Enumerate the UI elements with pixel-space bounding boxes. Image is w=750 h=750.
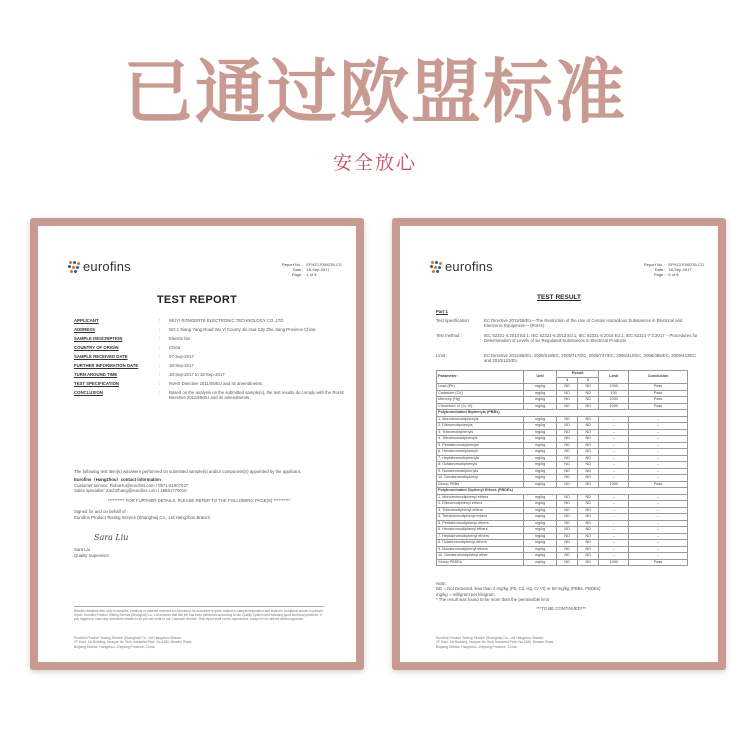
note-line: mg/kg = milligram per kilogram [436, 591, 495, 597]
table-cell: ND [557, 527, 578, 534]
table-cell: -- [629, 546, 688, 553]
table-cell: ND [557, 559, 578, 566]
table-cell: ND [557, 514, 578, 521]
table-cell: -- [599, 540, 629, 547]
table-cell: -- [629, 423, 688, 430]
table-cell: mg/kg [524, 553, 557, 560]
table-cell: mg/kg [524, 520, 557, 527]
table-cell: ND [578, 559, 599, 566]
method-label: Test method : [436, 333, 462, 338]
table-cell: ND [578, 527, 599, 534]
field-colon: : [159, 335, 161, 341]
footer-line: Eurofins Product Testing Service (Shanghai) Co., Ltd Hangzhou Branch [74, 636, 182, 640]
table-cell: mg/kg [524, 527, 557, 534]
table-cell: 1000 [599, 559, 629, 566]
field-colon: : [159, 344, 161, 350]
right-report-frame [392, 218, 726, 670]
table-cell: mg/kg [524, 468, 557, 475]
table-cell: -- [599, 553, 629, 560]
report-field [74, 354, 344, 359]
right-footer [436, 636, 686, 649]
field-value: Based on the analysis on the submitted sample(s), the test results do comply with the RoHS Directive 2011/65/EU and its amendments. [169, 389, 344, 400]
field-colon: : [159, 362, 161, 368]
report-fields [74, 318, 344, 404]
right-report-document [400, 226, 718, 662]
col-unit: Unit [524, 371, 557, 384]
field-value: 18-Sep-2017 [169, 362, 194, 368]
table-cell: -- [629, 494, 688, 501]
table-cell: ND [578, 390, 599, 397]
table-group-heading: Polybrominated Biphenyls (PBBs) [437, 410, 688, 417]
table-cell: ND [578, 468, 599, 475]
spec-value: EC Directive 2011/65/EU—The Restriction of the Use of Certain Hazardous Substances in Electrical and Electronic Equipment— (RoHS) [484, 318, 683, 329]
table-cell: 3. Tribromodiphenyl ethers [437, 507, 524, 514]
table-cell: -- [599, 462, 629, 469]
col-result-1: 1 [557, 377, 578, 384]
table-cell: -- [629, 455, 688, 462]
note-line: * The result was found to be more than the permissible limit [436, 597, 549, 603]
table-cell: ND [557, 546, 578, 553]
banner-headline: 已通过欧盟标准 [123, 51, 627, 133]
table-cell: 5. Pentabromodiphenyl ethers [437, 520, 524, 527]
field-key: SAMPLE DESCRIPTION [74, 335, 123, 341]
table-group-heading: Polybrominated Diphenyl Ethers (PBDEs) [437, 488, 688, 495]
customer-service: Customer service: RoboHu@eurofins.com / 0571-81907027 [74, 482, 189, 488]
field-key: CONCLUSION [74, 389, 103, 395]
table-cell: ND [557, 384, 578, 391]
table-cell: ND [557, 475, 578, 482]
to-be-continued: ***TO BE CONTINUED*** [536, 606, 586, 611]
table-cell: ND [557, 423, 578, 430]
table-cell: ND [557, 468, 578, 475]
table-cell: ND [578, 514, 599, 521]
table-cell: -- [599, 416, 629, 423]
table-cell: -- [629, 468, 688, 475]
right-eurofins-logo [430, 259, 493, 275]
report-page: 1 of 6 [306, 272, 317, 278]
table-cell: 5. Pentabromobiphenyls [437, 442, 524, 449]
field-key: SAMPLE RECEIVED DATE [74, 353, 128, 359]
left-footer [74, 636, 324, 649]
signed-line-2: Eurofins Product Testing Service (Shanghai) Co., Ltd Hangzhou Branch [74, 514, 211, 520]
report-field [74, 327, 344, 332]
result-notes [436, 581, 686, 602]
table-cell: -- [629, 514, 688, 521]
table-cell: -- [599, 468, 629, 475]
table-cell: mg/kg [524, 540, 557, 547]
table-cell: ND [557, 462, 578, 469]
signed-line-1: Signed for and on behalf of [74, 509, 126, 514]
table-cell: mg/kg [524, 559, 557, 566]
field-colon: : [159, 389, 161, 395]
table-cell: ND [557, 501, 578, 508]
table-cell: -- [629, 429, 688, 436]
table-cell: ND [578, 384, 599, 391]
right-report-meta [627, 262, 704, 278]
table-cell: ND [578, 455, 599, 462]
table-cell: -- [599, 514, 629, 521]
table-cell: ND [578, 416, 599, 423]
table-cell: -- [599, 507, 629, 514]
method-value: IEC 62321-4:2013 Ed.1, IEC 62321-5:2013 Ed.1, IEC 62321-6:2015 Ed.1, IEC 62321-7-2:2017 – Procedures for Determination of Levels of six Regulated Substances in Electrical Products [484, 333, 698, 344]
test-result-title: TEST RESULT [537, 294, 581, 301]
table-cell: -- [629, 416, 688, 423]
spec-label: Test specification: [436, 318, 470, 323]
table-cell: 1. Monobromodiphenyl ethers [437, 494, 524, 501]
further-details: ********** FOR FURTHER DETAILS, PLEASE REFER TO THE FOLLOWING PAGE(S) ********** [107, 498, 291, 503]
col-conclusion: Conclusion [629, 371, 688, 384]
table-cell: -- [599, 429, 629, 436]
signer-name: Sara Liu [74, 547, 91, 552]
banner-subheadline: 安全放心 [332, 152, 417, 174]
field-value: Electric fan [169, 335, 191, 341]
table-cell: mg/kg [524, 501, 557, 508]
table-cell: -- [629, 436, 688, 443]
fine-print: Results obtained refer only to samples, products or material received in Laboratory. Its document is given related to sample description and tested in conditions shown in present report. Eurofins Product Testing Service (Shanghai) Co., Ltd ensures that this job has been performed according to our Quality System and following good technical practices. If you happen to have any comments related to its you can write to our Customer Service. This report shall not be reproduced, except in full, without written approval. [74, 606, 324, 621]
table-cell: ND [557, 436, 578, 443]
col-limit: Limit [599, 371, 629, 384]
table-cell: mg/kg [524, 481, 557, 488]
table-cell: 9. Nonabromodiphenyl ethers [437, 546, 524, 553]
table-cell: mg/kg [524, 423, 557, 430]
limit-label: Limit : [436, 353, 448, 358]
field-colon: : [159, 380, 161, 386]
table-cell: mg/kg [524, 475, 557, 482]
table-cell: Group PBDEs [437, 559, 524, 566]
table-cell: mg/kg [524, 390, 557, 397]
col-result-2: 2 [578, 377, 599, 384]
table-cell: ND [578, 494, 599, 501]
left-report-paper [38, 226, 356, 662]
table-cell: ND [557, 494, 578, 501]
field-key: APPLICANT [74, 318, 99, 323]
table-cell: 1. Monobromobiphenyls [437, 416, 524, 423]
table-cell: mg/kg [524, 403, 557, 410]
table-row [437, 559, 688, 566]
performed-note: The following test item(s) was/were performed on submitted sample(s) and/or component(s) appointed by the applicant. [74, 469, 302, 474]
table-cell: ND [578, 507, 599, 514]
table-cell: ND [557, 442, 578, 449]
table-cell: 1000 [599, 481, 629, 488]
table-cell: -- [599, 527, 629, 534]
report-field [74, 345, 344, 350]
table-cell: 6. Hexabromobiphenyls [437, 449, 524, 456]
table-cell: ND [557, 449, 578, 456]
table-cell: 10. Decabromobiphenyl [437, 475, 524, 482]
eurofins-logo-icon [68, 261, 80, 273]
page-label: Page : [291, 272, 304, 278]
table-cell: Pass [629, 559, 688, 566]
table-cell: 10. Decabromodiphenyl ether [437, 553, 524, 560]
table-cell: mg/kg [524, 416, 557, 423]
table-cell: -- [599, 520, 629, 527]
table-cell: -- [629, 501, 688, 508]
table-cell: Pass [629, 384, 688, 391]
test-result-table [436, 370, 688, 566]
table-cell: ND [578, 403, 599, 410]
eurofins-logo-icon [430, 261, 442, 273]
note-line: Note: [436, 581, 447, 586]
report-date: 18-Sep-2017 [668, 267, 692, 273]
footer-line: Eurofins Product Testing Service (Shanghai) Co., Ltd Hangzhou Branch [436, 636, 544, 640]
field-colon: : [159, 326, 161, 332]
table-cell: ND [557, 416, 578, 423]
table-cell: ND [578, 462, 599, 469]
note-line: ND = Not Detected, less than 2 mg/kg (Pb, Cd, Hg, Cr VI) or 50 mg/kg (PBBs, PBDEs) [436, 586, 601, 592]
table-cell: -- [629, 553, 688, 560]
table-cell: 2. Dibromodiphenyl ethers [437, 501, 524, 508]
table-cell: mg/kg [524, 397, 557, 404]
footer-line: 2F East, 1st Building, Huayue No Tech Industrial Park, No.1180, Binwen Road, [74, 640, 193, 645]
table-cell: -- [629, 475, 688, 482]
table-cell: mg/kg [524, 507, 557, 514]
field-colon: : [159, 318, 161, 323]
table-cell: -- [629, 527, 688, 534]
report-field [74, 363, 344, 368]
field-key: COUNTRY OF ORIGIN [74, 344, 119, 350]
table-cell: ND [578, 553, 599, 560]
col-result: Result [557, 371, 599, 378]
logo-text: eurofins [83, 259, 131, 274]
contact-heading: Eurofins（Hangzhou）contact information [74, 477, 161, 482]
table-cell: 3. Tribromobiphenyls [437, 429, 524, 436]
left-report-document [38, 226, 356, 662]
table-cell: ND [578, 397, 599, 404]
report-field [74, 336, 344, 341]
table-cell: ND [557, 397, 578, 404]
table-cell: ND [557, 403, 578, 410]
table-cell: Pass [629, 390, 688, 397]
table-cell: 1000 [599, 397, 629, 404]
date-label: Date : [292, 267, 304, 273]
field-value: RoHS Directive 2011/65/EU and its amendments. [169, 380, 264, 386]
table-cell: ND [578, 475, 599, 482]
table-cell: Lead (Pb) [437, 384, 524, 391]
table-cell: 2. Dibromobiphenyls [437, 423, 524, 430]
footer-line: Binjiang District, Hangzhou, Zhejiang Province, China [436, 644, 517, 649]
table-cell: Pass [629, 481, 688, 488]
page-label: Page : [653, 272, 666, 278]
table-cell: 8. Octabromodiphenyl ethers [437, 540, 524, 547]
table-cell: mg/kg [524, 462, 557, 469]
table-cell: ND [578, 436, 599, 443]
table-cell: 1000 [599, 403, 629, 410]
field-key: TURN AROUND TIME [74, 371, 118, 377]
test-report-title: TEST REPORT [156, 294, 238, 306]
report-no: EFHZ17090235-CG [306, 262, 342, 267]
right-report-paper [400, 226, 718, 662]
report-field [74, 390, 344, 401]
table-cell: -- [629, 533, 688, 540]
table-cell: 6. Hexabromodiphenyl ethers [437, 527, 524, 534]
table-cell: mg/kg [524, 494, 557, 501]
table-cell: ND [578, 442, 599, 449]
table-cell: 9. Nonabromobiphenyls [437, 468, 524, 475]
table-cell: Pass [629, 397, 688, 404]
table-cell: Mercury (Hg) [437, 397, 524, 404]
table-cell: ND [578, 520, 599, 527]
table-cell: ND [557, 455, 578, 462]
table-cell: ND [557, 540, 578, 547]
table-cell: 7. Heptabromobiphenyls [437, 455, 524, 462]
table-cell: mg/kg [524, 546, 557, 553]
table-cell: -- [629, 540, 688, 547]
footer-line: Binjiang District, Hangzhou, Zhejiang Province, China [74, 644, 155, 649]
table-cell: -- [599, 475, 629, 482]
field-key: ADDRESS [74, 326, 96, 332]
table-cell: mg/kg [524, 384, 557, 391]
report-field [74, 318, 344, 323]
date-label: Date : [654, 267, 666, 273]
table-cell: mg/kg [524, 533, 557, 540]
table-cell: ND [557, 520, 578, 527]
table-cell: -- [599, 494, 629, 501]
field-key: FURTHER INFORMATION DATE [74, 362, 139, 368]
table-cell: mg/kg [524, 514, 557, 521]
table-cell: ND [557, 507, 578, 514]
table-cell: -- [599, 442, 629, 449]
table-cell: ND [578, 429, 599, 436]
report-no-label: Report No. : [281, 262, 304, 267]
field-key: TEST SPECIFICATION [74, 380, 120, 386]
table-cell: 100 [599, 390, 629, 397]
report-field [74, 381, 344, 386]
table-cell: mg/kg [524, 429, 557, 436]
table-cell: -- [599, 533, 629, 540]
part-label: Part 1 [436, 309, 448, 314]
table-cell: ND [557, 429, 578, 436]
signature: Sara Liu [94, 533, 129, 542]
sales-specialist: Sales specialist: ZachZhang@eurofins.com / 18661770010 [74, 488, 187, 493]
report-no-label: Report No. : [643, 262, 666, 267]
table-cell: ND [578, 533, 599, 540]
table-cell: -- [629, 462, 688, 469]
limit-value: EC Directive 2011/65/EU, 2005/618/EC, 2005/717/EC, 2005/747/EC, 2006/310/EC, 2008/385/EC, 2009/443/EC and 2010/122/EU [484, 353, 697, 364]
table-cell: ND [578, 540, 599, 547]
table-cell: -- [599, 423, 629, 430]
table-cell: Pass [629, 403, 688, 410]
field-colon: : [159, 371, 161, 377]
col-parameter: Parameter: [437, 371, 524, 384]
table-cell: -- [599, 449, 629, 456]
table-cell: -- [629, 507, 688, 514]
report-date: 18-Sep-2017 [306, 267, 330, 273]
table-cell: 4. Tetrabromobiphenyls [437, 436, 524, 443]
signer-title: Quality Supervisor [74, 552, 110, 558]
table-cell: -- [599, 455, 629, 462]
table-cell: -- [599, 501, 629, 508]
table-cell: Cadmium (Cd) [437, 390, 524, 397]
table-cell: mg/kg [524, 449, 557, 456]
table-cell: ND [578, 481, 599, 488]
left-report-frame [30, 218, 364, 670]
table-cell: Group PBBs [437, 481, 524, 488]
table-cell: 1000 [599, 384, 629, 391]
table-cell: ND [557, 481, 578, 488]
table-cell: -- [629, 442, 688, 449]
left-eurofins-logo [68, 259, 131, 275]
table-cell: ND [578, 449, 599, 456]
field-value: 18-Sep-2017 to 18-Sep-2017 [169, 371, 225, 377]
report-page: 5 of 6 [668, 272, 679, 278]
table-cell: ND [578, 501, 599, 508]
table-cell: -- [629, 520, 688, 527]
table-cell: ND [578, 423, 599, 430]
report-no: EFHZ17090235-CG [668, 262, 704, 267]
field-value: NO.1 Xiang Yang Road Wu Yi County Jin Hua City Zhe Jiang Province China [169, 326, 316, 332]
field-colon: : [159, 353, 161, 359]
field-value: China [169, 344, 181, 350]
table-cell: mg/kg [524, 455, 557, 462]
field-value: 07-Sep-2017 [169, 353, 194, 359]
report-field [74, 372, 344, 377]
table-cell: ND [557, 390, 578, 397]
table-cell: mg/kg [524, 436, 557, 443]
table-cell: -- [599, 546, 629, 553]
table-cell: ND [557, 553, 578, 560]
table-cell: 8. Octabromobiphenyls [437, 462, 524, 469]
footer-line: 2F East, 1st Building, Huayue No Tech Industrial Park, No.1180, Binwen Road, [436, 640, 555, 645]
field-value: WUYI RONGERTE ELECTRONIC TECHNOLOGY CO.,LTD [169, 318, 284, 323]
table-cell: ND [557, 533, 578, 540]
table-cell: 7. Heptabromodiphenyl ethers [437, 533, 524, 540]
table-cell: mg/kg [524, 442, 557, 449]
table-cell: 4. Tetrabromodiphenyl ethers [437, 514, 524, 521]
table-cell: -- [599, 436, 629, 443]
left-report-meta [265, 262, 342, 278]
table-cell: ND [578, 546, 599, 553]
table-cell: -- [629, 449, 688, 456]
table-cell: Chromium VI (Cr VI) [437, 403, 524, 410]
logo-text: eurofins [445, 259, 493, 274]
